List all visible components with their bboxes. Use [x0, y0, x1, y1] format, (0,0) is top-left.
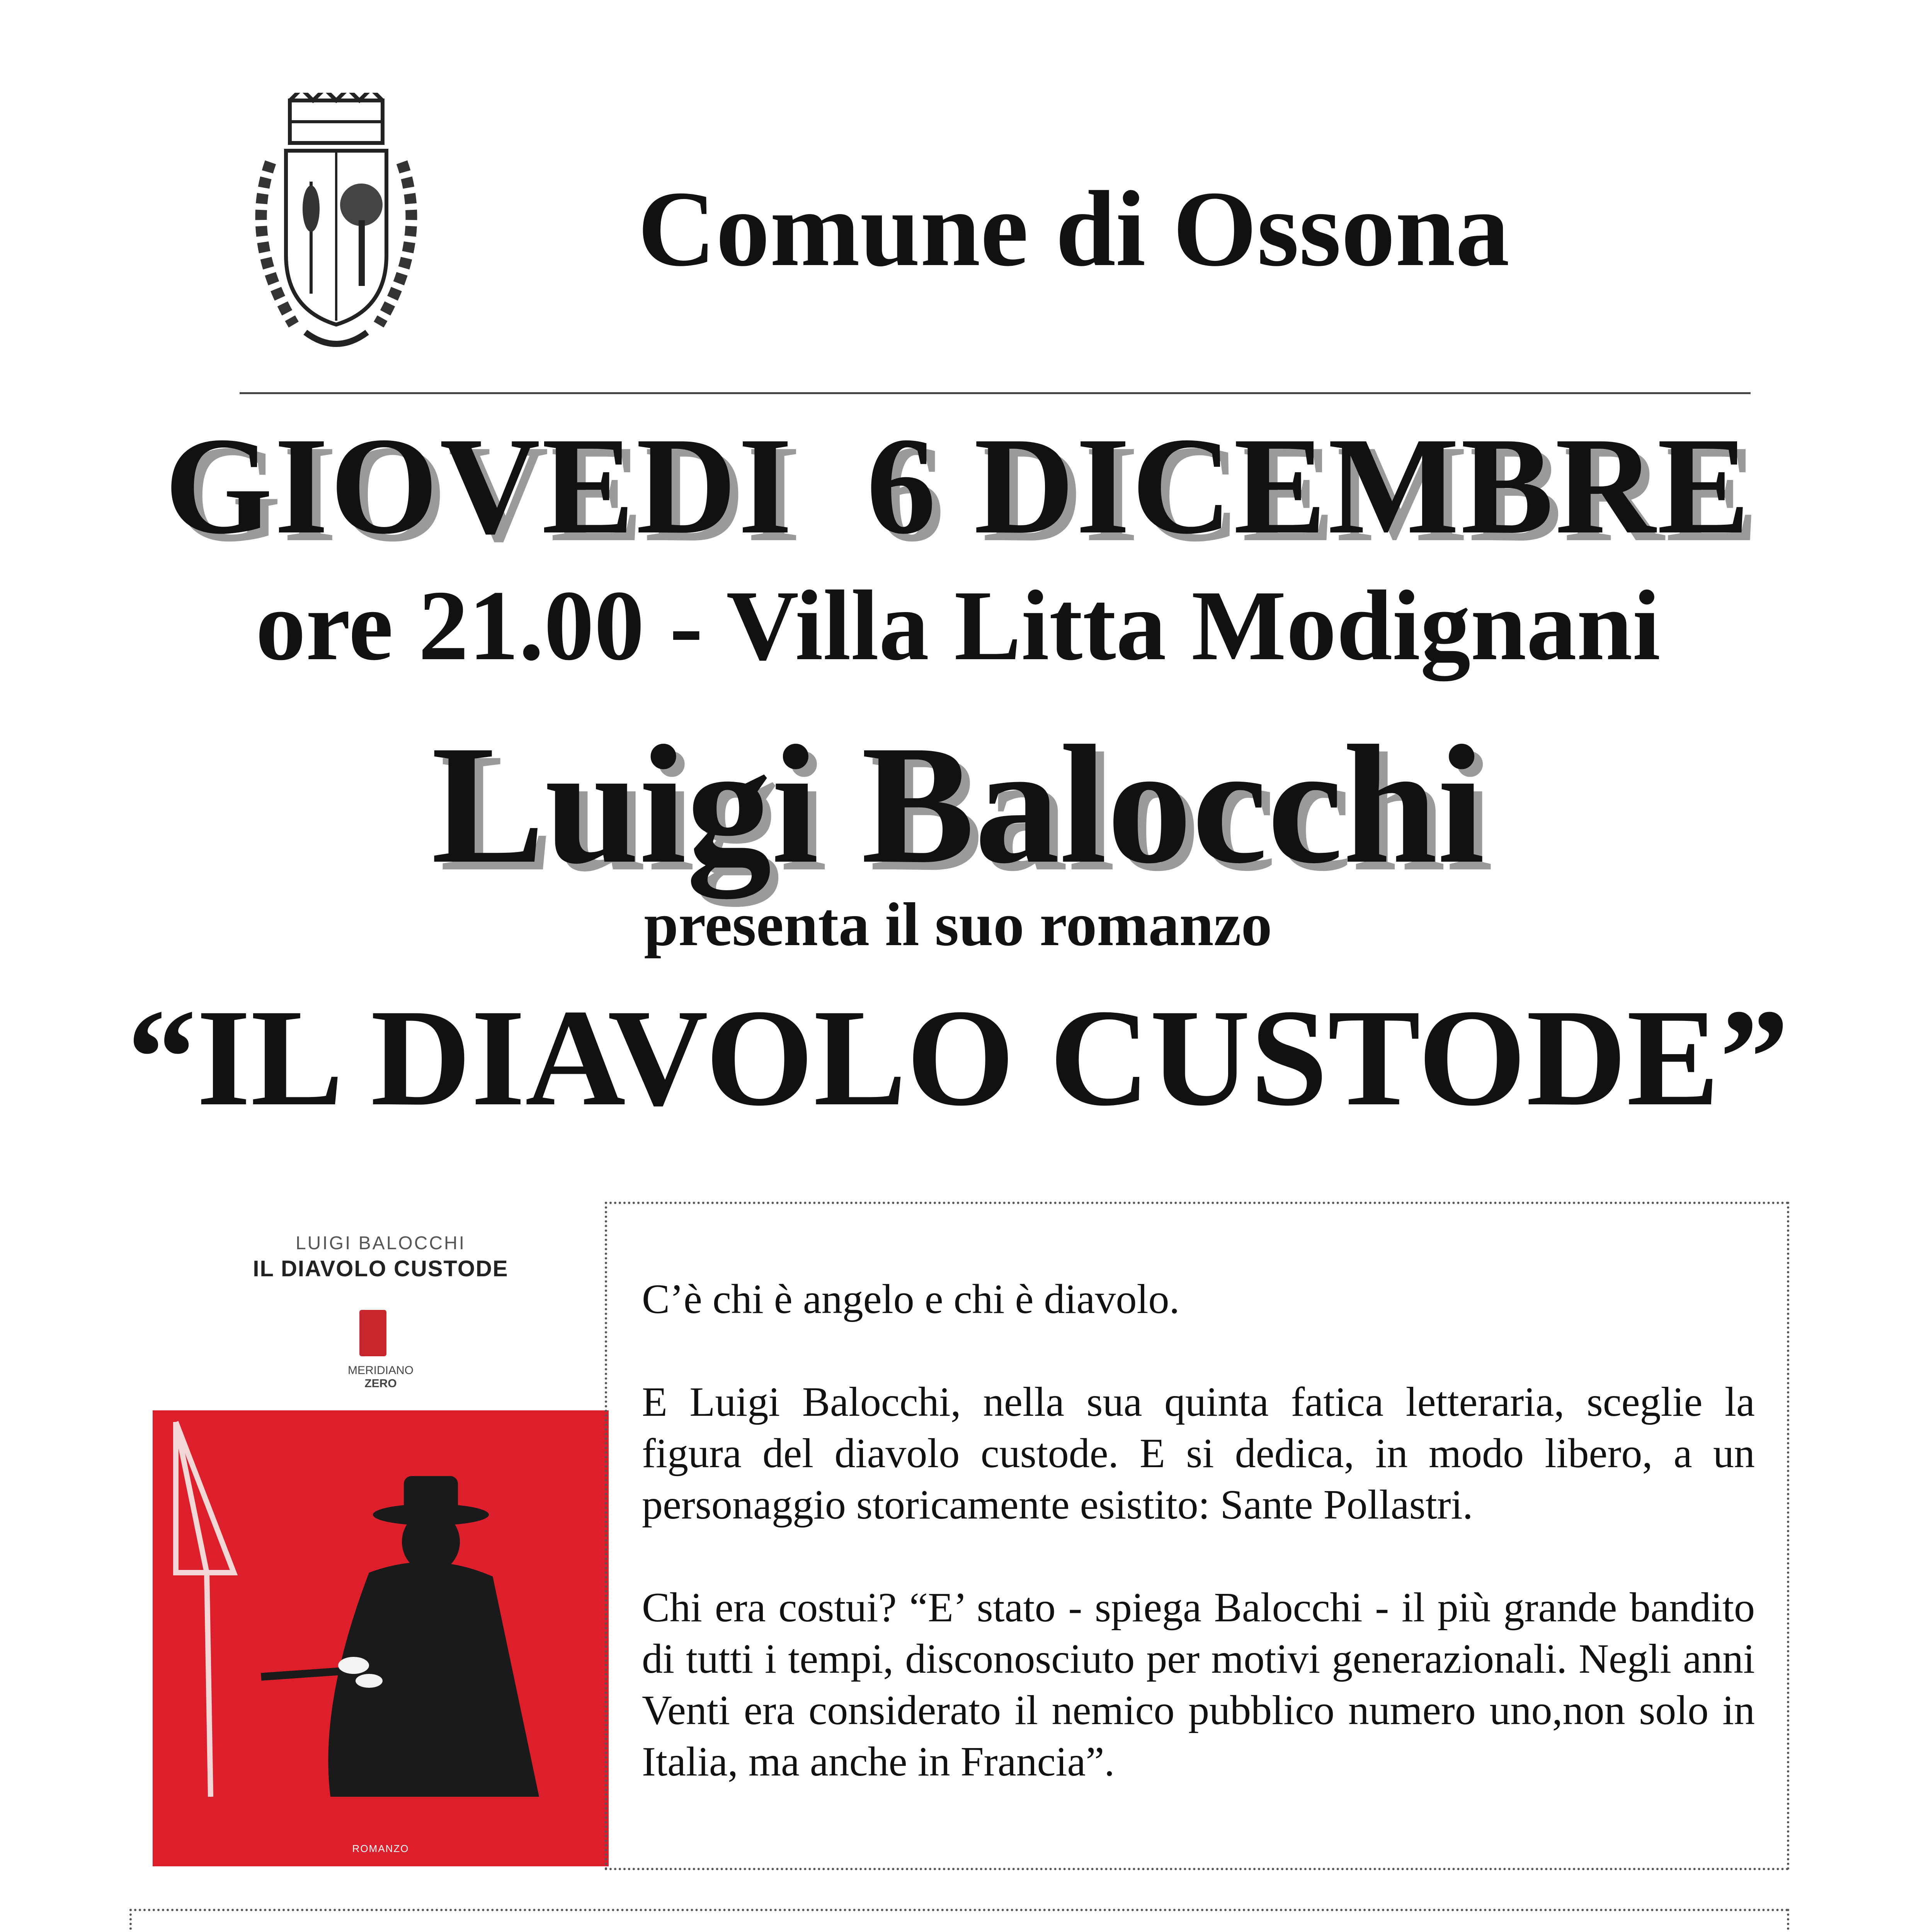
cover-footer: ROMANZO: [352, 1843, 409, 1854]
synopsis-box: [605, 1202, 1789, 1870]
synopsis-paragraph: Chi era costui? “E’ stato - spiega Balocchi - il più grande bandito di tutti i tempi, disconosciuto per motivi generazionali. Negli anni Venti era considerato il nemico pubblico numero uno,non solo in Italia, ma anche in Francia”.: [642, 1585, 1755, 1785]
town-name: Comune di Ossona: [638, 168, 1510, 289]
cover-publisher: MERIDIANO ZERO: [347, 1364, 413, 1390]
cover-illustration: [153, 1410, 609, 1866]
town-crest: [228, 93, 444, 355]
author-bio-text: [159, 1930, 1763, 1932]
publisher-mark-icon: [359, 1310, 386, 1356]
author-name: Luigi Balocchi: [431, 711, 1485, 899]
presents-line: presenta il suo romanzo: [644, 890, 1272, 959]
book-cover: [153, 1225, 609, 1866]
event-date: GIOVEDI 6 DICEMBRE: [164, 408, 1752, 563]
bio-paragraph: [159, 1930, 1763, 1932]
header-divider: [240, 392, 1751, 394]
book-title: “IL DIAVOLO CUSTODE”: [127, 980, 1789, 1134]
cover-author: LUIGI BALOCCHI: [295, 1233, 466, 1253]
synopsis-text: [642, 1274, 1755, 1839]
event-time-place: ore 21.00 - Villa Litta Modignani: [255, 570, 1661, 681]
author-bio-box: [129, 1909, 1789, 1932]
synopsis-paragraph: E Luigi Balocchi, nella sua quinta fatica letteraria, sceglie la figura del diavolo custode. E si dedica, in modo libero, a un personaggio storicamente esistito: Sante Pollastri.: [642, 1379, 1755, 1528]
cover-title: IL DIAVOLO CUSTODE: [253, 1256, 509, 1281]
synopsis-paragraph: C’è chi è angelo e chi è diavolo.: [642, 1276, 1180, 1322]
